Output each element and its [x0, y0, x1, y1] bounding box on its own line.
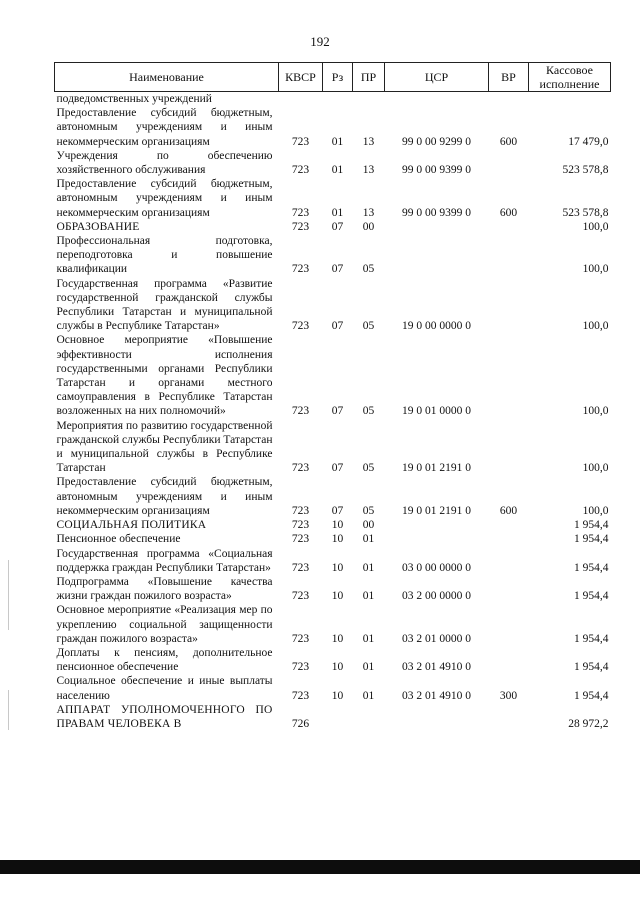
budget-execution-table [54, 62, 611, 731]
table-row [55, 703, 611, 731]
row-kvsr: 723 [291, 405, 310, 418]
row-csr [385, 518, 489, 532]
margin-scan-mark [8, 560, 9, 630]
row-vr [489, 220, 529, 234]
row-kvsr: 723 [291, 519, 310, 532]
row-rz: 07 [331, 504, 344, 517]
row-csr [385, 92, 489, 107]
table-row [55, 603, 611, 646]
row-vr [489, 419, 529, 476]
row-kvsr [279, 92, 323, 107]
row-vr: 600 [499, 504, 518, 517]
row-rz: 10 [331, 533, 344, 546]
row-name: СОЦИАЛЬНАЯ ПОЛИТИКА [56, 519, 207, 532]
row-rz: 01 [331, 135, 344, 148]
page-number: 192 [310, 34, 330, 49]
row-vr [489, 333, 529, 418]
row-kvsr: 723 [291, 632, 310, 645]
table-row [55, 234, 611, 277]
row-name: ОБРАЗОВАНИЕ [56, 220, 140, 233]
row-kvsr: 723 [291, 164, 310, 177]
row-csr: 19 0 01 2191 0 [402, 462, 471, 475]
table-row [55, 419, 611, 476]
row-pr: 01 [362, 533, 375, 546]
row-name: Государственная программа «Социальная поддержка граждан Республики Татарстан» [56, 547, 273, 574]
row-amount: 523 578,8 [562, 206, 609, 219]
row-pr: 05 [362, 320, 375, 333]
row-amount [529, 92, 611, 107]
row-pr: 01 [362, 632, 375, 645]
row-csr: 19 0 00 0000 0 [402, 320, 471, 333]
row-rz: 07 [331, 462, 344, 475]
row-rz: 10 [331, 519, 344, 532]
row-name: Мероприятия по развитию государственной гражданской службы Республики Татарстан и муниципальной службы в Республике Татарстан [56, 419, 273, 475]
table-row [55, 92, 611, 107]
row-name: Основное мероприятие «Реализация мер по укреплению социальной защищенности граждан пожилого возраста» [56, 604, 273, 645]
row-amount: 100,0 [582, 405, 609, 418]
row-amount: 1 954,4 [574, 533, 609, 546]
header-amount: Кассовое исполнение [529, 63, 611, 92]
margin-scan-mark [8, 690, 9, 730]
header-kvsr: КВСР [279, 63, 323, 92]
row-pr: 00 [362, 220, 375, 233]
table-row [55, 547, 611, 575]
row-kvsr: 723 [291, 590, 310, 603]
row-pr: 13 [362, 135, 375, 148]
row-name: Государственная программа «Развитие государственной гражданской службы Республики Татарстан и муниципальной службы в Республике Татарстан» [56, 277, 273, 333]
row-name: Профессиональная подготовка, переподготовка и повышение квалификации [56, 235, 273, 276]
row-csr: 03 2 01 4910 0 [402, 661, 471, 674]
table-row [55, 220, 611, 234]
row-pr: 00 [362, 519, 375, 532]
row-csr: 03 0 00 0000 0 [402, 561, 471, 574]
row-name: Учреждения по обеспечению хозяйственного обслуживания [56, 149, 273, 177]
row-rz: 10 [331, 689, 344, 702]
row-name: Предоставление субсидий бюджетным, автономным учреждениям и иным некоммерческим организациям [56, 178, 273, 219]
row-vr [489, 547, 529, 575]
row-amount: 1 954,4 [574, 561, 609, 574]
table-row [55, 149, 611, 177]
row-csr [385, 234, 489, 277]
row-name: Пенсионное обеспечение [56, 533, 181, 546]
row-amount: 1 954,4 [574, 661, 609, 674]
table-row [55, 674, 611, 702]
row-rz: 10 [331, 632, 344, 645]
row-pr: 01 [362, 661, 375, 674]
row-pr [353, 703, 385, 731]
row-vr [489, 646, 529, 674]
table-body [55, 92, 611, 732]
row-csr [385, 220, 489, 234]
row-csr: 19 0 01 2191 0 [402, 504, 471, 517]
row-pr: 13 [362, 164, 375, 177]
row-kvsr: 723 [291, 462, 310, 475]
row-vr [489, 703, 529, 731]
row-amount: 1 954,4 [574, 689, 609, 702]
row-csr [385, 703, 489, 731]
table-header-row [55, 63, 611, 92]
row-csr: 99 0 00 9299 0 [402, 135, 471, 148]
row-kvsr: 723 [291, 533, 310, 546]
row-amount: 100,0 [582, 220, 609, 233]
row-kvsr: 723 [291, 206, 310, 219]
row-amount: 1 954,4 [574, 632, 609, 645]
row-amount: 100,0 [582, 263, 609, 276]
row-kvsr: 723 [291, 320, 310, 333]
table-row [55, 646, 611, 674]
row-amount: 100,0 [582, 504, 609, 517]
header-name: Наименование [55, 63, 279, 92]
row-name: Предоставление субсидий бюджетным, автономным учреждениям и иным некоммерческим организациям [56, 476, 273, 517]
header-csr: ЦСР [385, 63, 489, 92]
row-name: Доплаты к пенсиям, дополнительное пенсионное обеспечение [56, 646, 273, 674]
row-vr: 300 [499, 689, 518, 702]
row-pr: 13 [362, 206, 375, 219]
row-kvsr: 723 [291, 561, 310, 574]
table-row [55, 277, 611, 334]
row-csr: 99 0 00 9399 0 [402, 206, 471, 219]
row-name: АППАРАТ УПОЛНОМОЧЕННОГО ПО ПРАВАМ ЧЕЛОВЕКА В [56, 703, 273, 730]
row-vr [489, 277, 529, 334]
scan-bottom-bar [0, 860, 640, 874]
row-amount: 28 972,2 [568, 717, 609, 730]
row-kvsr: 723 [291, 661, 310, 674]
table-row [55, 518, 611, 532]
table-row [55, 333, 611, 418]
row-kvsr: 723 [291, 135, 310, 148]
row-csr: 03 2 00 0000 0 [402, 590, 471, 603]
row-pr: 01 [362, 689, 375, 702]
table-row [55, 475, 611, 518]
header-rz: Рз [323, 63, 353, 92]
row-rz: 10 [331, 661, 344, 674]
row-vr [489, 575, 529, 603]
table-row [55, 575, 611, 603]
table-row [55, 532, 611, 546]
row-pr: 01 [362, 561, 375, 574]
row-name: Основное мероприятие «Повышение эффективности исполнения государственными органами Республики Татарстан и органами местного самоуправления в Республике Татарстан возложенных на них полномочий» [56, 334, 273, 418]
row-vr [489, 92, 529, 107]
row-amount: 1 954,4 [574, 519, 609, 532]
row-rz: 07 [331, 220, 344, 233]
row-vr: 600 [499, 206, 518, 219]
row-pr: 05 [362, 263, 375, 276]
row-kvsr: 726 [291, 717, 310, 730]
row-amount: 1 954,4 [574, 590, 609, 603]
row-csr: 03 2 01 0000 0 [402, 632, 471, 645]
row-vr: 600 [499, 135, 518, 148]
row-kvsr: 723 [291, 504, 310, 517]
row-vr [489, 603, 529, 646]
row-vr [489, 532, 529, 546]
row-rz: 10 [331, 590, 344, 603]
row-rz: 01 [331, 164, 344, 177]
row-rz [323, 92, 353, 107]
row-csr: 99 0 00 9399 0 [402, 164, 471, 177]
row-vr [489, 234, 529, 277]
table-row [55, 106, 611, 149]
row-pr [353, 92, 385, 107]
row-csr: 03 2 01 4910 0 [402, 689, 471, 702]
row-csr: 19 0 01 0000 0 [402, 405, 471, 418]
row-csr [385, 532, 489, 546]
row-amount: 523 578,8 [562, 164, 609, 177]
row-rz: 07 [331, 263, 344, 276]
row-name: Подпрограмма «Повышение качества жизни граждан пожилого возраста» [56, 575, 273, 603]
header-pr: ПР [353, 63, 385, 92]
row-pr: 01 [362, 590, 375, 603]
row-vr [489, 518, 529, 532]
row-amount: 100,0 [582, 320, 609, 333]
row-name: подведомственных учреждений [56, 93, 212, 105]
row-kvsr: 723 [291, 263, 310, 276]
row-rz: 07 [331, 320, 344, 333]
row-name: Социальное обеспечение и иные выплаты населению [56, 675, 273, 702]
row-pr: 05 [362, 462, 375, 475]
row-amount: 17 479,0 [568, 135, 609, 148]
row-rz: 01 [331, 206, 344, 219]
row-rz: 10 [331, 561, 344, 574]
row-name: Предоставление субсидий бюджетным, автономным учреждениям и иным некоммерческим организациям [56, 107, 273, 148]
row-amount: 100,0 [582, 462, 609, 475]
header-vr: ВР [489, 63, 529, 92]
row-pr: 05 [362, 405, 375, 418]
row-vr [489, 149, 529, 177]
row-rz [323, 703, 353, 731]
table-row [55, 177, 611, 220]
row-kvsr: 723 [291, 220, 310, 233]
row-rz: 07 [331, 405, 344, 418]
row-pr: 05 [362, 504, 375, 517]
row-kvsr: 723 [291, 689, 310, 702]
